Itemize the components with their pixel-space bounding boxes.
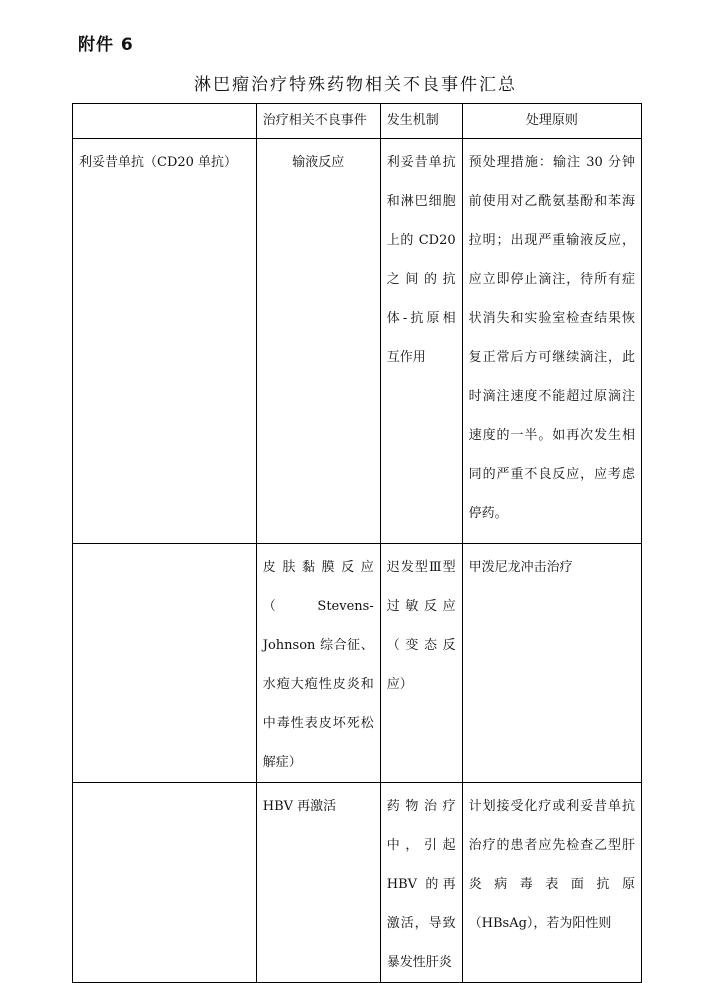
adverse-events-table bbox=[72, 103, 642, 983]
header-cell-mechanism: 发生机制 bbox=[380, 104, 462, 139]
header-cell-event: 治疗相关不良事件 bbox=[256, 104, 380, 139]
event-cell: HBV 再激活 bbox=[256, 783, 380, 983]
event-cell: 皮肤黏膜反应（Stevens-Johnson 综合征、水疱大疱性皮炎和中毒性表皮坏死松解症） bbox=[256, 544, 380, 783]
drug-cell: 利妥昔单抗（CD20 单抗） bbox=[73, 139, 257, 544]
mechanism-cell: 迟发型Ⅲ型过敏反应（变态反应） bbox=[380, 544, 462, 783]
principle-cell: 甲泼尼龙冲击治疗 bbox=[462, 544, 641, 783]
document-title: 淋巴瘤治疗特殊药物相关不良事件汇总 bbox=[194, 75, 517, 95]
table-row bbox=[73, 783, 642, 983]
table-row bbox=[73, 544, 642, 783]
principle-cell: 计划接受化疗或利妥昔单抗治疗的患者应先检查乙型肝炎病毒表面抗原（HBsAg），若为阳性则 bbox=[462, 783, 641, 983]
attachment-label: 附件 6 bbox=[78, 35, 134, 55]
principle-cell: 预处理措施：输注 30 分钟前使用对乙酰氨基酚和苯海拉明；出现严重输液反应，应立即停止滴注，待所有症状消失和实验室检查结果恢复正常后方可继续滴注，此时滴注速度不能超过原滴注速度的一半。如再次发生相同的严重不良反应，应考虑停药。 bbox=[462, 139, 641, 544]
table-row bbox=[73, 139, 642, 544]
mechanism-cell: 利妥昔单抗和淋巴细胞上的 CD20 之间的抗体-抗原相互作用 bbox=[380, 139, 462, 544]
header-cell-principle: 处理原则 bbox=[462, 104, 641, 139]
mechanism-cell: 药物治疗中，引起 HBV 的再激活，导致暴发性肝炎 bbox=[380, 783, 462, 983]
drug-cell bbox=[73, 544, 257, 783]
table-header-row bbox=[73, 104, 642, 139]
drug-cell bbox=[73, 783, 257, 983]
header-cell-drug bbox=[73, 104, 257, 139]
event-cell: 输液反应 bbox=[256, 139, 380, 544]
